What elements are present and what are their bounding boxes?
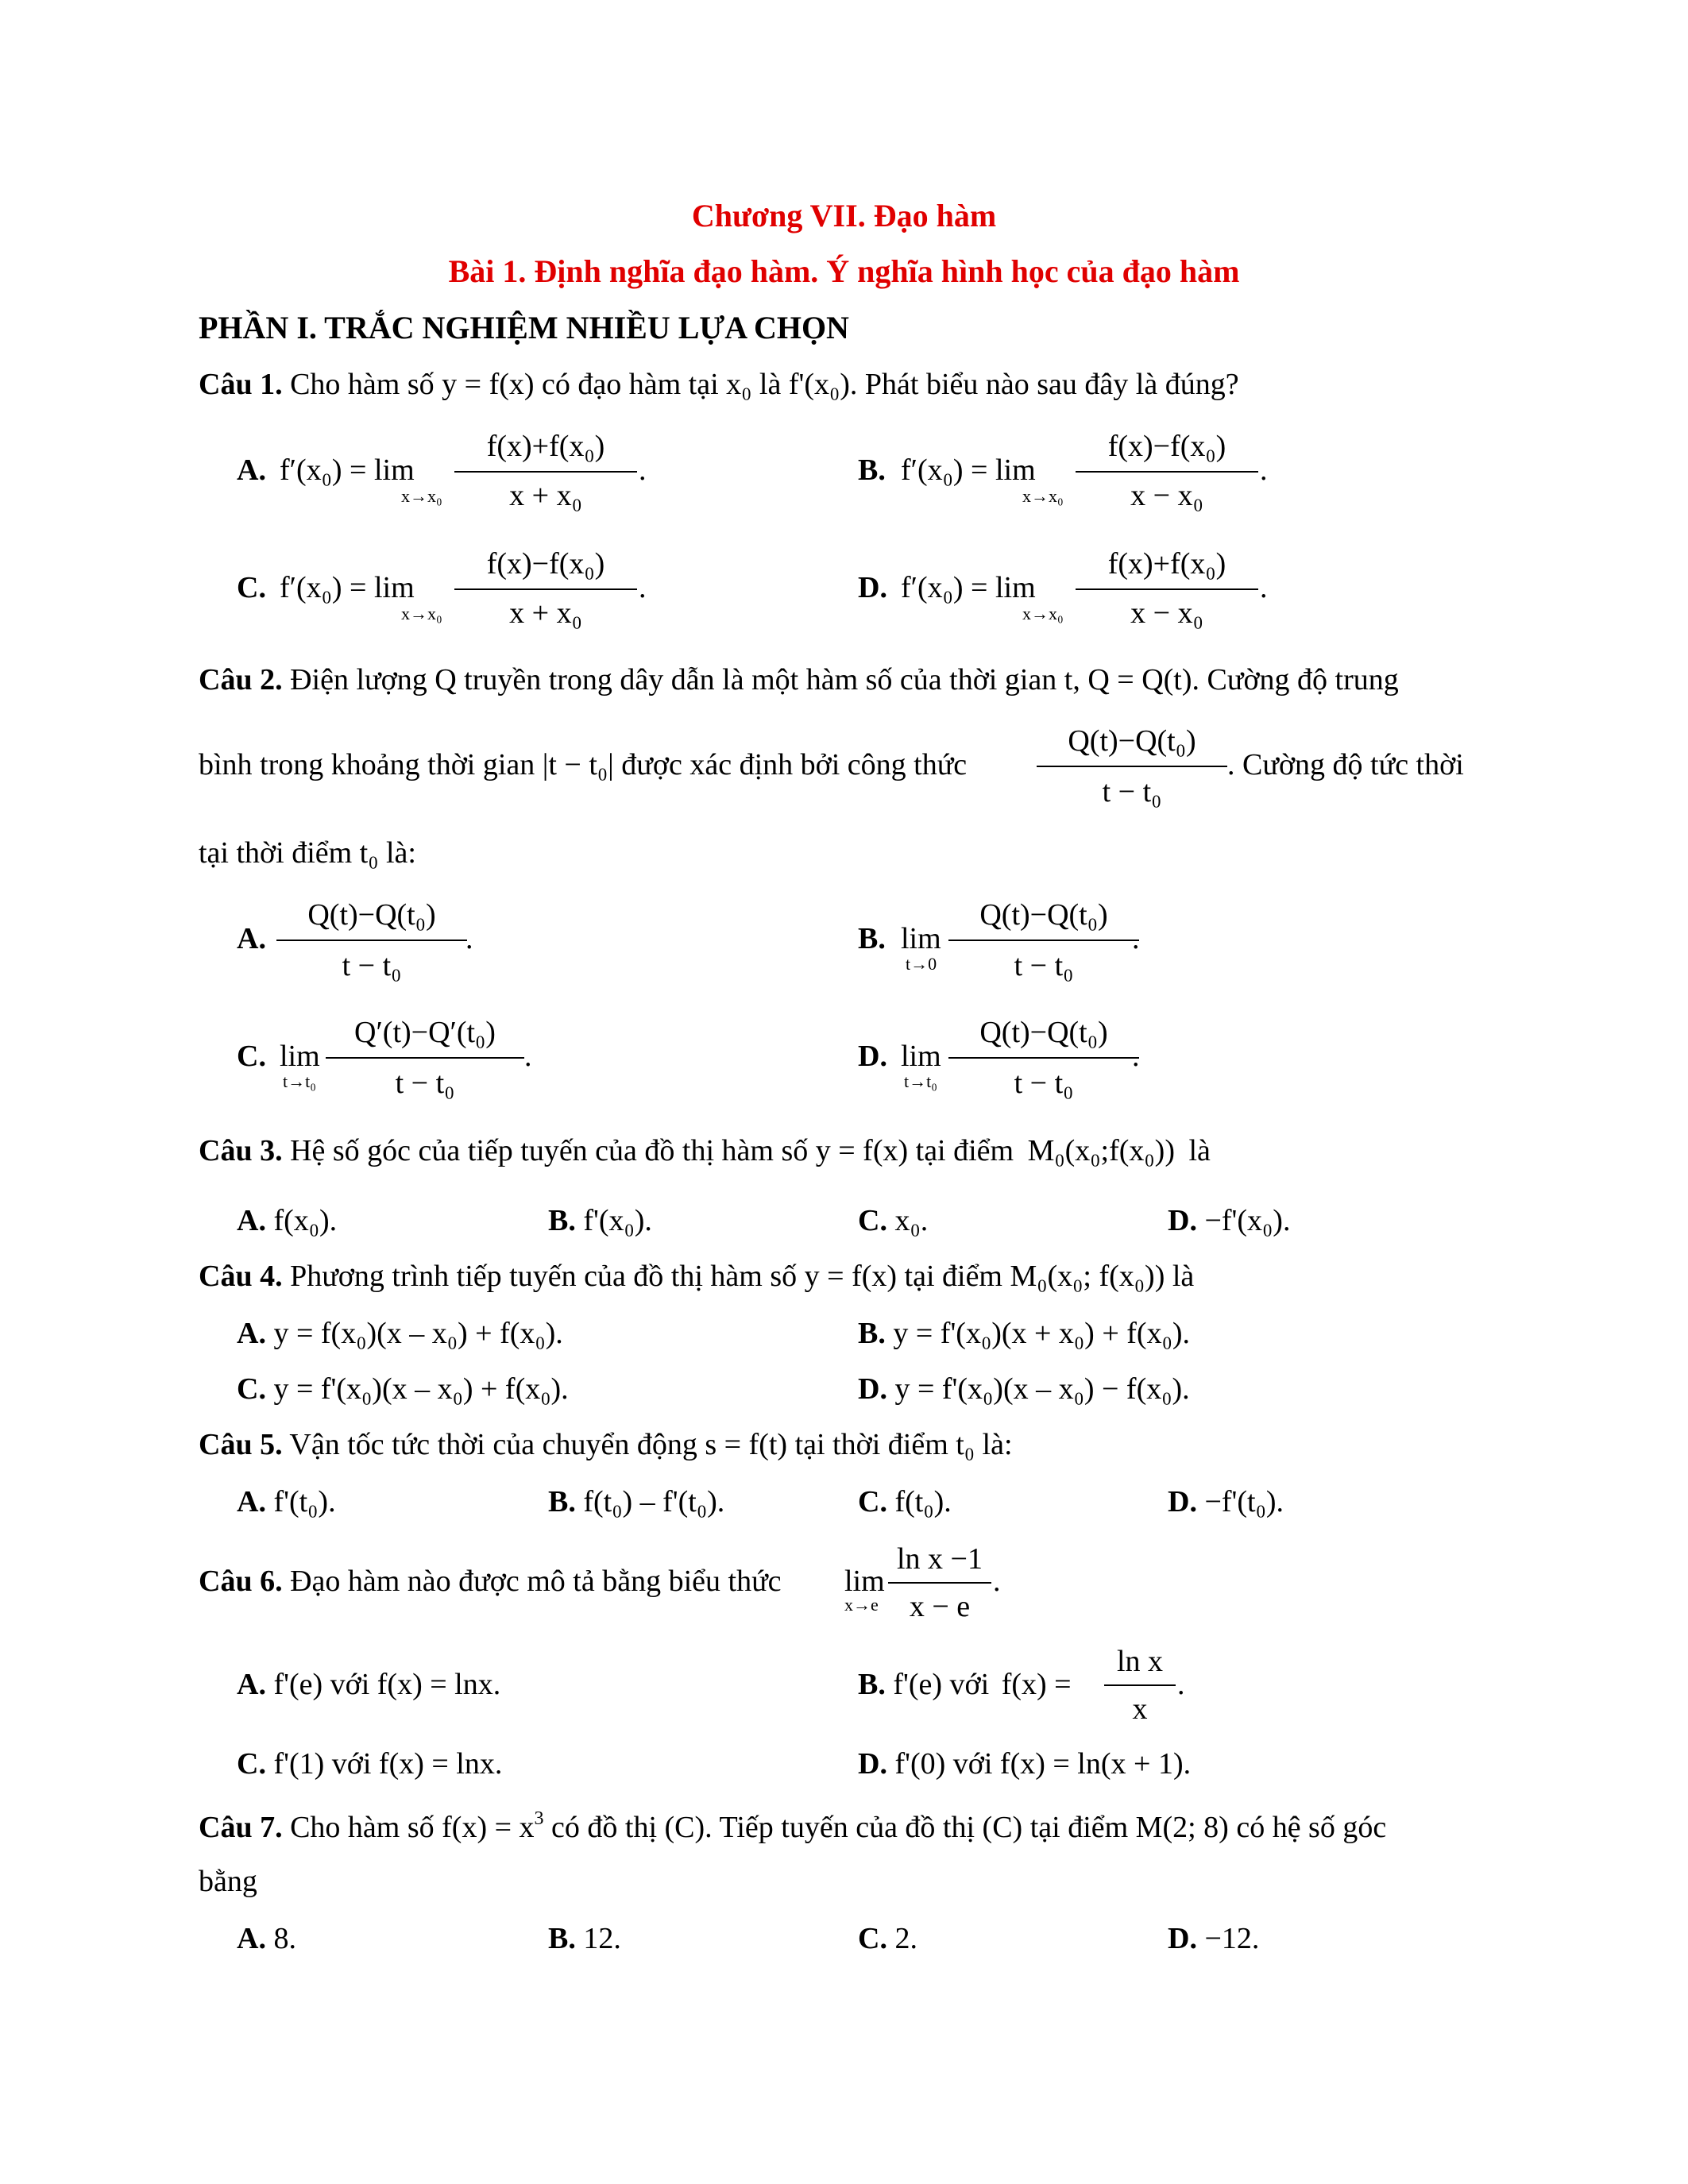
question-tail: là (1188, 1134, 1211, 1167)
section-heading: PHẦN I. TRẮC NGHIỆM NHIỀU LỰA CHỌN (199, 310, 849, 345)
option-label-b: B. (548, 1485, 576, 1518)
fraction-bar (1076, 471, 1258, 473)
question-number: Câu 5. (199, 1428, 283, 1461)
option-label-c: C. (237, 1040, 266, 1073)
q2-option-c-limsub: t→t₀ (283, 1071, 316, 1091)
q1-option-a-denominator: x + x₀ (509, 479, 582, 512)
q2-option-b-denominator: t − t₀ (1014, 949, 1074, 982)
q3-option-a (237, 1206, 337, 1236)
q2-formula-denominator: t − t₀ (1102, 775, 1162, 808)
q2-option-c-numerator: Q′(t)−Q′(t₀) (354, 1016, 496, 1049)
option-label-a: A. (237, 453, 266, 487)
period: . (993, 1565, 1001, 1598)
lesson-title: Bài 1. Định nghĩa đạo hàm. Ý nghĩa hình học của đạo hàm (448, 253, 1240, 289)
q2-option-b-lim: lim (901, 922, 941, 955)
question-text: Phương trình tiếp tuyến của đồ thị hàm số y = f(x) tại điểm M₀(x₀; f(x₀)) là (290, 1260, 1195, 1293)
q5-option-a (237, 1487, 336, 1517)
option-text: y = f'(x₀)(x + x₀) + f(x₀). (893, 1317, 1190, 1350)
exponent: 3 (534, 1808, 544, 1829)
question-text-cont: có đồ thị (C). Tiếp tuyến của đồ thị (C) tại điểm M(2; 8) có hệ số góc (551, 1811, 1387, 1844)
option-text: y = f'(x₀)(x – x₀) + f(x₀). (273, 1372, 569, 1406)
q1-option-a-numerator: f(x)+f(x₀) (486, 430, 605, 463)
option-text: f'(0) với f(x) = ln(x + 1). (894, 1747, 1192, 1781)
option-label-b: B. (858, 1317, 886, 1350)
option-label-d: D. (1168, 1922, 1197, 1955)
question-7 (199, 1809, 1386, 1843)
q2-option-c-lim: lim (280, 1040, 320, 1073)
question-text: Điện lượng Q truyền trong dây dẫn là một hàm số của thời gian t, Q = Q(t). Cường độ trung (290, 663, 1399, 696)
q2-option-a-denominator: t − t₀ (342, 949, 402, 982)
option-text: f'(t₀). (273, 1485, 336, 1518)
q7-option-d (1168, 1924, 1259, 1954)
q1-option-d-limsub: x→x₀ (1022, 604, 1064, 623)
question-4 (199, 1261, 1194, 1291)
option-text: 8. (273, 1922, 296, 1955)
q4-option-d (858, 1374, 1190, 1404)
option-label-a: A. (237, 1668, 266, 1701)
option-label-a: A. (237, 922, 266, 955)
chapter-title: Chương VII. Đạo hàm (691, 198, 997, 233)
option-text: −f'(t₀). (1204, 1485, 1284, 1518)
option-label-d: D. (1168, 1485, 1197, 1518)
q1-option-d-numerator: f(x)+f(x₀) (1107, 547, 1226, 581)
period: . (465, 922, 473, 955)
option-label-b: B. (858, 1668, 886, 1701)
option-text: 2. (894, 1922, 917, 1955)
question-number: Câu 3. (199, 1134, 283, 1167)
q2-option-d-lim: lim (901, 1040, 941, 1073)
point-m0: M₀(x₀;f(x₀)) (1027, 1134, 1175, 1167)
q2-option-a-numerator: Q(t)−Q(t₀) (307, 898, 436, 932)
q2-option-d-limsub: t→t₀ (904, 1071, 937, 1091)
question-number: Câu 7. (199, 1811, 283, 1844)
question-2-line-3: tại thời điểm t₀ là: (199, 836, 416, 870)
q1-option-c-limsub: x→x₀ (401, 604, 442, 623)
option-text: f'(e) với f(x) = lnx. (273, 1668, 501, 1701)
q6-lim: lim (844, 1565, 885, 1598)
fraction-bar (454, 588, 637, 590)
q6-option-b-numerator: ln x (1116, 1645, 1164, 1678)
option-text: f'(1) với f(x) = lnx. (273, 1747, 503, 1781)
q7-option-a (237, 1924, 296, 1954)
q6-limsub: x→e (844, 1595, 879, 1615)
period: . (639, 571, 647, 604)
q1-option-b-numerator: f(x)−f(x₀) (1107, 430, 1226, 463)
q6-option-a (237, 1669, 500, 1700)
option-label-c: C. (237, 571, 266, 604)
period: . (524, 1040, 532, 1073)
q6-denominator: x − e (909, 1590, 971, 1623)
q1-option-b-lhs: f′(x₀) = lim (901, 453, 1036, 487)
option-text: f(t₀) – f'(t₀). (583, 1485, 725, 1518)
fraction-bar (276, 940, 467, 941)
q2-option-d-numerator: Q(t)−Q(t₀) (979, 1016, 1108, 1049)
q1-option-d-lhs: f′(x₀) = lim (901, 571, 1036, 604)
q1-option-b-denominator: x − x₀ (1130, 479, 1203, 512)
q1-option-c-denominator: x + x₀ (509, 596, 582, 630)
question-text: Vận tốc tức thời của chuyển động s = f(t) tại thời điểm t₀ là: (289, 1428, 1013, 1461)
option-label-c: C. (858, 1922, 887, 1955)
q1-option-a-lhs: f′(x₀) = lim (280, 453, 415, 487)
option-label-c: C. (858, 1485, 887, 1518)
fraction-bar (948, 940, 1139, 941)
option-text: 12. (583, 1922, 621, 1955)
q2-formula-numerator: Q(t)−Q(t₀) (1068, 724, 1196, 758)
question-7-line-2: bằng (199, 1865, 257, 1898)
q2-option-b-limsub: t→0 (906, 954, 937, 974)
option-text: y = f'(x₀)(x – x₀) − f(x₀). (894, 1372, 1190, 1406)
q5-option-d (1168, 1487, 1284, 1517)
q1-option-c-lhs: f′(x₀) = lim (280, 571, 415, 604)
q6-option-d (858, 1749, 1191, 1779)
question-2-line-2a: bình trong khoảng thời gian |t − t₀| được xác định bởi công thức (199, 748, 968, 781)
q1-option-c-numerator: f(x)−f(x₀) (486, 547, 605, 581)
option-text: y = f(x₀)(x – x₀) + f(x₀). (273, 1317, 563, 1350)
option-label-d: D. (858, 1747, 887, 1781)
period: . (1132, 922, 1140, 955)
question-text: Hệ số góc của tiếp tuyến của đồ thị hàm số y = f(x) tại điểm (290, 1134, 1014, 1167)
fraction-bar (326, 1057, 524, 1059)
option-text: −12. (1204, 1922, 1260, 1955)
question-2 (199, 665, 1399, 695)
q7-option-c (858, 1924, 917, 1954)
q5-option-b (548, 1487, 724, 1517)
fraction-bar (1076, 588, 1258, 590)
option-label-a: A. (237, 1204, 266, 1237)
function-lhs: f(x) = (1001, 1668, 1072, 1701)
question-3 (199, 1136, 1211, 1166)
q4-option-b (858, 1318, 1190, 1349)
period: . (1260, 571, 1268, 604)
q5-option-c (858, 1487, 952, 1517)
fraction-bar (1104, 1684, 1176, 1686)
period: . (639, 453, 647, 487)
question-text: Cho hàm số y = f(x) có đạo hàm tại x₀ là f'(x₀). Phát biểu nào sau đây là đúng? (290, 368, 1239, 401)
q1-option-b-limsub: x→x₀ (1022, 486, 1064, 506)
q6-option-c (237, 1749, 502, 1779)
question-number: Câu 4. (199, 1260, 283, 1293)
option-text: f'(e) với (893, 1668, 990, 1701)
fraction-bar (888, 1582, 991, 1584)
option-label-c: C. (237, 1747, 266, 1781)
fraction-bar (948, 1057, 1139, 1059)
q6-option-b-denominator: x (1132, 1692, 1148, 1726)
option-label-c: C. (237, 1372, 266, 1406)
q4-option-a (237, 1318, 563, 1349)
q6-option-b (858, 1669, 1072, 1700)
question-number: Câu 2. (199, 663, 283, 696)
option-label-a: A. (237, 1485, 266, 1518)
option-label-b: B. (858, 453, 886, 487)
option-text: f'(x₀). (583, 1204, 652, 1237)
q2-option-c-denominator: t − t₀ (395, 1067, 455, 1100)
fraction-bar (1037, 766, 1227, 767)
option-label-a: A. (237, 1317, 266, 1350)
option-label-d: D. (858, 1372, 887, 1406)
period: . (1132, 1040, 1140, 1073)
q2-option-b-numerator: Q(t)−Q(t₀) (979, 898, 1108, 932)
option-label-d: D. (1168, 1204, 1197, 1237)
q1-option-a-limsub: x→x₀ (401, 486, 442, 506)
question-2-line-2b: . Cường độ tức thời (1227, 748, 1464, 781)
q1-option-d-denominator: x − x₀ (1130, 596, 1203, 630)
q3-option-c (858, 1206, 928, 1236)
q3-option-d (1168, 1206, 1290, 1236)
period: . (1260, 453, 1268, 487)
question-number: Câu 6. (199, 1565, 283, 1598)
option-text: f(t₀). (894, 1485, 952, 1518)
question-6 (199, 1566, 782, 1596)
q7-option-b (548, 1924, 621, 1954)
option-label-c: C. (858, 1204, 887, 1237)
option-text: x₀. (894, 1204, 929, 1237)
option-label-b: B. (858, 922, 886, 955)
question-number: Câu 1. (199, 368, 283, 401)
option-text: f(x₀). (273, 1204, 338, 1237)
q2-option-d-denominator: t − t₀ (1014, 1067, 1074, 1100)
q3-option-b (548, 1206, 652, 1236)
option-label-d: D. (858, 571, 887, 604)
period: . (1177, 1668, 1185, 1701)
option-label-a: A. (237, 1922, 266, 1955)
question-text: Cho hàm số f(x) = x (290, 1811, 535, 1844)
option-text: −f'(x₀). (1204, 1204, 1291, 1237)
q6-numerator: ln x −1 (897, 1542, 983, 1576)
question-1 (199, 369, 1239, 399)
question-5 (199, 1430, 1013, 1460)
fraction-bar (454, 471, 637, 473)
option-label-d: D. (858, 1040, 887, 1073)
option-label-b: B. (548, 1204, 576, 1237)
option-label-b: B. (548, 1922, 576, 1955)
q4-option-c (237, 1374, 569, 1404)
question-text: Đạo hàm nào được mô tả bằng biểu thức (290, 1565, 782, 1598)
